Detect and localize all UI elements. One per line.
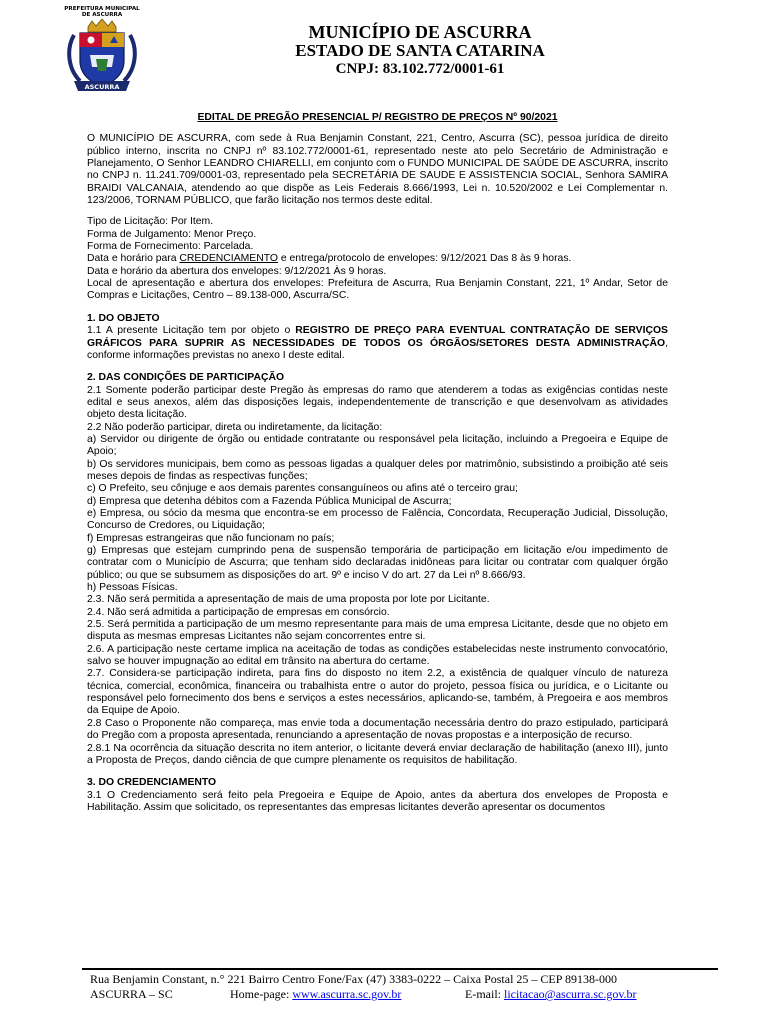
footer-address: Rua Benjamin Constant, n.° 221 Bairro Centro Fone/Fax (47) 3383-0222 – Caixa Postal 25 – CEP 89138-000: [90, 972, 617, 986]
info-tipo: Tipo de Licitação: Por Item.: [87, 216, 214, 228]
crest-banner-text: ASCURRA: [84, 83, 120, 91]
footer-city: ASCURRA – SC: [90, 987, 173, 1001]
section-2-paragraph: 2.3. Não será permitida a apresentação de mais de uma proposta por lote por Licitante.: [87, 594, 490, 606]
section-2-paragraph: 2.2 Não poderão participar, direta ou indiretamente, da licitação:: [87, 421, 383, 433]
page-footer: [90, 972, 710, 1002]
section-2-paragraph: 2.8 Caso o Proponente não compareça, mas envie toda a documentação necessária dentro do prazo estipulado, participará do Pregão com a proposta apresentada, renunciando a apresentação de novas propostas e a interposição de recurso.: [87, 717, 668, 742]
section-2-paragraph: h) Pessoas Físicas.: [87, 582, 178, 594]
objeto-bold: REGISTRO DE PREÇO PARA EVENTUAL CONTRATAÇÃO DE SERVIÇOS GRÁFICOS PARA SUPRIR AS NECESSIDADES DE TODOS OS ÓRGÃOS/SETORES DESTA ADMINISTRAÇÃO: [87, 325, 668, 349]
info-local: Local de apresentação e abertura dos envelopes: Prefeitura de Ascurra, Rua Benjamin Constant, 221, 1º Andar, Setor de Compras e Licitações, Centro – 89.138-000, Ascurra/SC.: [87, 278, 668, 302]
section-2-paragraph: 2.5. Será permitida a participação de um mesmo representante para mais de uma empresa Licitante, desde que no objeto em disputa as mesmas empresas Licitantes não sejam concorrentes entre si.: [87, 619, 668, 643]
edital-title: EDITAL DE PREGÃO PRESENCIAL P/ REGISTRO DE PREÇOS Nº 90/2021: [197, 112, 558, 123]
header-cnpj: CNPJ: 83.102.772/0001-61: [335, 61, 505, 77]
logo-caption-line1: PREFEITURA MUNICIPAL: [64, 6, 140, 12]
coat-of-arms-icon: [66, 19, 138, 93]
section-2-paragraph: a) Servidor ou dirigente de órgão ou entidade contratante ou responsável pela licitação, incluindo a Pregoeira e Equipe de Apoio;: [87, 433, 668, 458]
section-2-paragraph: d) Empresa que detenha débitos com a Fazenda Pública Municipal de Ascurra;: [87, 495, 452, 507]
section-2-paragraph: 2.7. Considera-se participação indireta, para fins do disposto no item 2.2, a existência de qualquer vínculo de natureza técnica, comercial, econômica, financeira ou trabalhista entre o autor do projeto, pessoa física ou jurídica, e o Licitante ou responsável pelo fornecimento dos bens e serviços a estes necessários, aplicando-se, também, à Pregoeira e aos membros da Equipe de Apoio.: [87, 668, 668, 717]
header-state: ESTADO DE SANTA CATARINA: [295, 41, 545, 60]
section-2-paragraph: c) O Prefeito, seu cônjuge e aos demais parentes consanguíneos ou afins até o terceiro grau;: [87, 483, 518, 495]
logo-caption: [62, 6, 142, 18]
section-2-paragraph: g) Empresas que estejam cumprindo pena de suspensão temporária de participação em licitação e/ou impedimento de contratar com o Município de Ascurra; que tenham sido declaradas inidôneas para licitar ou contratar com qualquer órgão público; ou que se subsumem as disposições do art. 9º e inciso V do art. 27 da Lei nº 8.666/93.: [87, 545, 668, 581]
info-credenciamento: Data e horário para CREDENCIAMENTO e entrega/protocolo de envelopes: 9/12/2021 Das 8 às 9 horas.: [87, 253, 572, 265]
info-julgamento: Forma de Julgamento: Menor Preço.: [87, 228, 257, 240]
section-1-heading: 1. DO OBJETO: [87, 312, 160, 324]
section-2-heading: 2. DAS CONDIÇÕES DE PARTICIPAÇÃO: [87, 372, 285, 384]
section-2-paragraph: 2.4. Não será admitida a participação de empresas em consórcio.: [87, 606, 390, 618]
section-2-paragraph: b) Os servidores municipais, bem como as pessoas ligadas a qualquer deles por matrimônio, subsistindo a proibição até seis meses depois de findas as respectivas funções;: [87, 458, 668, 482]
homepage-link[interactable]: www.ascurra.sc.gov.br: [292, 987, 402, 1001]
intro-paragraph: O MUNICÍPIO DE ASCURRA, com sede à Rua Benjamin Constant, 221, Centro, Ascurra (SC), pessoa jurídica de direito público interno, inscrita no CNPJ nº 83.102.772/0001-61, representado neste ato pelo Secretário de Administração e Planejamento, O Senhor LEANDRO CHIARELLI, em conjunto com o FUNDO MUNICIPAL DE SAÚDE DE ASCURRA, inscrito no CNPJ n. 11.241.709/0001-03, representado pela SECRETÁRIA DE SAUDE E ASSISTENCIA SOCIAL, Senhora SAMIRA BRAIDI VALCANAIA, atendendo ao que dispõe as Leis Federais 8.666/1993, Lei n. 10.520/2002 e Lei Complementar n. 123/2006, TORNAM PÚBLICO, que farão licitação nos termos deste edital.: [87, 133, 668, 207]
email-link[interactable]: licitacao@ascurra.sc.gov.br: [504, 987, 637, 1001]
section-3-paragraph: 3.1 O Credenciamento será feito pela Pregoeira e Equipe de Apoio, antes da abertura dos envelopes de Proposta e Habilitação. Assim que solicitado, os representantes das empresas licitantes deverão apresentar os documentos: [87, 789, 668, 813]
document-body: [87, 112, 668, 814]
header-municipality: MUNICÍPIO DE ASCURRA: [308, 22, 532, 42]
section-2-paragraph: f) Empresas estrangeiras que não funcionam no país;: [87, 532, 335, 544]
info-fornecimento: Forma de Fornecimento: Parcelada.: [87, 241, 254, 253]
section-2-paragraph: 2.6. A participação neste certame implica na aceitação de todas as condições estabelecidas neste instrumento convocatório, salvo se houver impugnação ao edital em trânsito na abertura do certame.: [87, 643, 668, 668]
municipal-logo: [62, 6, 142, 92]
info-abertura: Data e horário da abertura dos envelopes: 9/12/2021 Às 9 horas.: [87, 265, 387, 277]
credenciamento-word: CREDENCIAMENTO: [179, 253, 278, 265]
section-2-paragraph: 2.1 Somente poderão participar deste Pregão às empresas do ramo que atenderem a todas as exigências contidas neste edital e seus anexos, além das disposições legais, independentemente de transcrição e que desenvolvam as atividades objeto desta licitação.: [87, 384, 668, 421]
section-2-paragraph: 2.8.1 Na ocorrência da situação descrita no item anterior, o licitante deverá enviar declaração de habilitação (anexo III), junto a Proposta de Preços, dando ciência de que cumpre plenamente os requisitos de habilitação.: [87, 742, 668, 766]
section-3-heading: 3. DO CREDENCIAMENTO: [87, 777, 217, 789]
footer-email: E-mail: licitacao@ascurra.sc.gov.br: [465, 987, 637, 1001]
section-2-paragraph: e) Empresa, ou sócio da mesma que encontra-se em processo de Falência, Concordata, Recuperação Judicial, Dissolução, Concurso de Credores, ou Liquidação;: [87, 507, 668, 532]
logo-caption-line2: DE ASCURRA: [81, 12, 123, 19]
section-1-paragraph: 1.1 A presente Licitação tem por objeto o REGISTRO DE PREÇO PARA EVENTUAL CONTRATAÇÃO DE SERVIÇOS GRÁFICOS PARA SUPRIR AS NECESSIDADES DE TODOS OS ÓRGÃOS/SETORES DESTA ADMINISTRAÇÃO, conforme informações previstas no anexo I deste edital.: [87, 325, 668, 361]
footer-homepage: Home-page: www.ascurra.sc.gov.br: [230, 987, 402, 1001]
footer-divider: [82, 968, 718, 970]
